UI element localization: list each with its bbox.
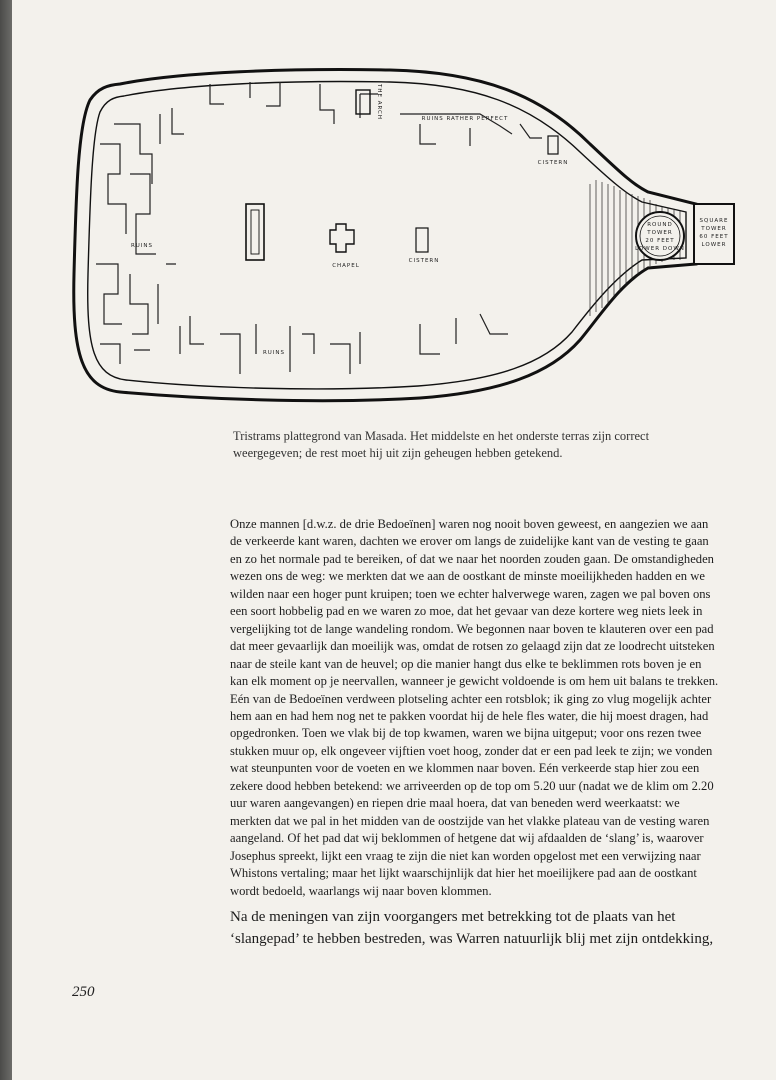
book-page <box>12 0 776 1080</box>
cistern-top <box>548 136 558 154</box>
cistern-center <box>416 228 428 252</box>
paragraph-2: Eén van de Bedoeïnen verdween plotseling achter een rotsblok; ik ging zo vlug mogelijk achter hem aan en had hem nog net te pakken voordat hij de hele fles water, die hij moest dragen, had opgedronken. Toen we vlak bij de top kwamen, waren we bijna uitgeput; voor ons rezen twee stukken muur op, elk ongeveer vijftien voet hoog, zonder dat er een pad leek te zijn; we vonden wat steunpunten voor de voeten en we klommen naar boven. Eén verkeerde stap hier zou een zekere dood hebben betekend: we arriveerden op de top om 5.20 uur (nadat we de klim om 2.20 uur waren aangevangen) en riepen drie maal hoera, dat van beneden werd weerkaatst: we merkten dat we pal in het midden van de oostzijde van het vlakke plateau van de vesting waren aangeland. Of het pad dat wij beklommen of hetgene dat wij afdaalden de ‘slang’ is, waarover Josephus spreekt, lijkt een vraag te zijn die niet kan worden opgelost met een verwijzing naar Whistons vertaling; maar het lijkt waarschijnlijk dat hier het moeilijkere pad aan de oostkant wordt bedoeld, waarlangs wij naar boven klommen. <box>230 691 714 898</box>
ruin-fragments-south <box>180 314 508 374</box>
page-number: 250 <box>72 984 95 1000</box>
page-gutter-shadow <box>0 0 12 1080</box>
arch-label: THE ARCH <box>376 83 382 121</box>
ruin-fragments-west <box>96 108 184 364</box>
square-tower-label-3: 60 FEET <box>699 234 729 240</box>
round-tower-label-2: TOWER <box>647 230 673 236</box>
cistern-center-label: CISTERN <box>408 258 440 264</box>
square-tower-label-4: LOWER <box>701 242 727 248</box>
figure-caption <box>233 428 663 462</box>
masada-plan-drawing <box>60 54 740 424</box>
cistern-top-label: CISTERN <box>537 160 569 166</box>
round-tower-label-4: LOWER DOWN <box>635 246 685 252</box>
ruin-fragments-north <box>210 82 542 146</box>
outer-wall <box>74 70 696 401</box>
square-tower-label-2: TOWER <box>701 226 727 232</box>
masada-plan-figure <box>60 54 740 424</box>
square-tower-label-1: SQUARE <box>699 218 729 224</box>
chapel-label: CHAPEL <box>332 263 360 269</box>
round-tower-label-1: ROUND <box>647 222 673 228</box>
round-tower <box>636 212 684 260</box>
ruins-bottom-label: RUINS <box>262 350 286 356</box>
round-tower-label-3: 20 FEET <box>645 238 675 244</box>
central-hall-inner <box>251 210 259 254</box>
paragraph-1: Onze mannen [d.w.z. de drie Bedoeïnen] waren nog nooit boven geweest, en aangezien we aan de verkeerde kant waren, dachten we erover om langs de zuidelijke kant van de vesting te gaan en zo het normale pad te bereiken, of dat we naar het noorden zouden gaan. De omstandigheden wezen ons de weg: we merkten dat we aan de oostkant de minste moeilijkheden hadden en we wilden naar een hoger punt kruipen; toen we echter halverwege waren, zagen we pal boven ons een soort hobbelig pad en we waren zo moe, dat het gevaar van deze kortere weg niets leek in vergelijking tot de lange wandeling rondom. We begonnen naar boven te klauteren over een pad dat meer gevaarlijk dan moeilijk was, omdat de rotsen zo gelaagd zijn dat ze loodrecht uitsteken naar de steile kant van de heuvel; op die manier hangt dus elke te beklimmen rots boven je en kan elk moment op je neervallen, wanneer je gewicht voldoende is om hem uit balans te trekken. <box>230 517 719 689</box>
quoted-passage <box>230 516 720 900</box>
caption-text: Tristrams plattegrond van Masada. Het middelste en het onderste terras zijn correct weergegeven; de rest moet hij uit zijn geheugen hebben getekend. <box>233 429 650 460</box>
main-text <box>230 906 730 950</box>
central-hall <box>246 204 264 260</box>
ruins-rather-perfect-label: RUINS RATHER PERFECT <box>421 116 509 122</box>
ruins-left-label: RUINS <box>130 243 154 249</box>
main-paragraph: Na de meningen van zijn voorgangers met betrekking tot de plaats van het ‘slangepad’ te hebben bestreden, was Warren natuurlijk blij met zijn ontdekking, <box>230 909 714 947</box>
chapel-building <box>330 224 354 252</box>
